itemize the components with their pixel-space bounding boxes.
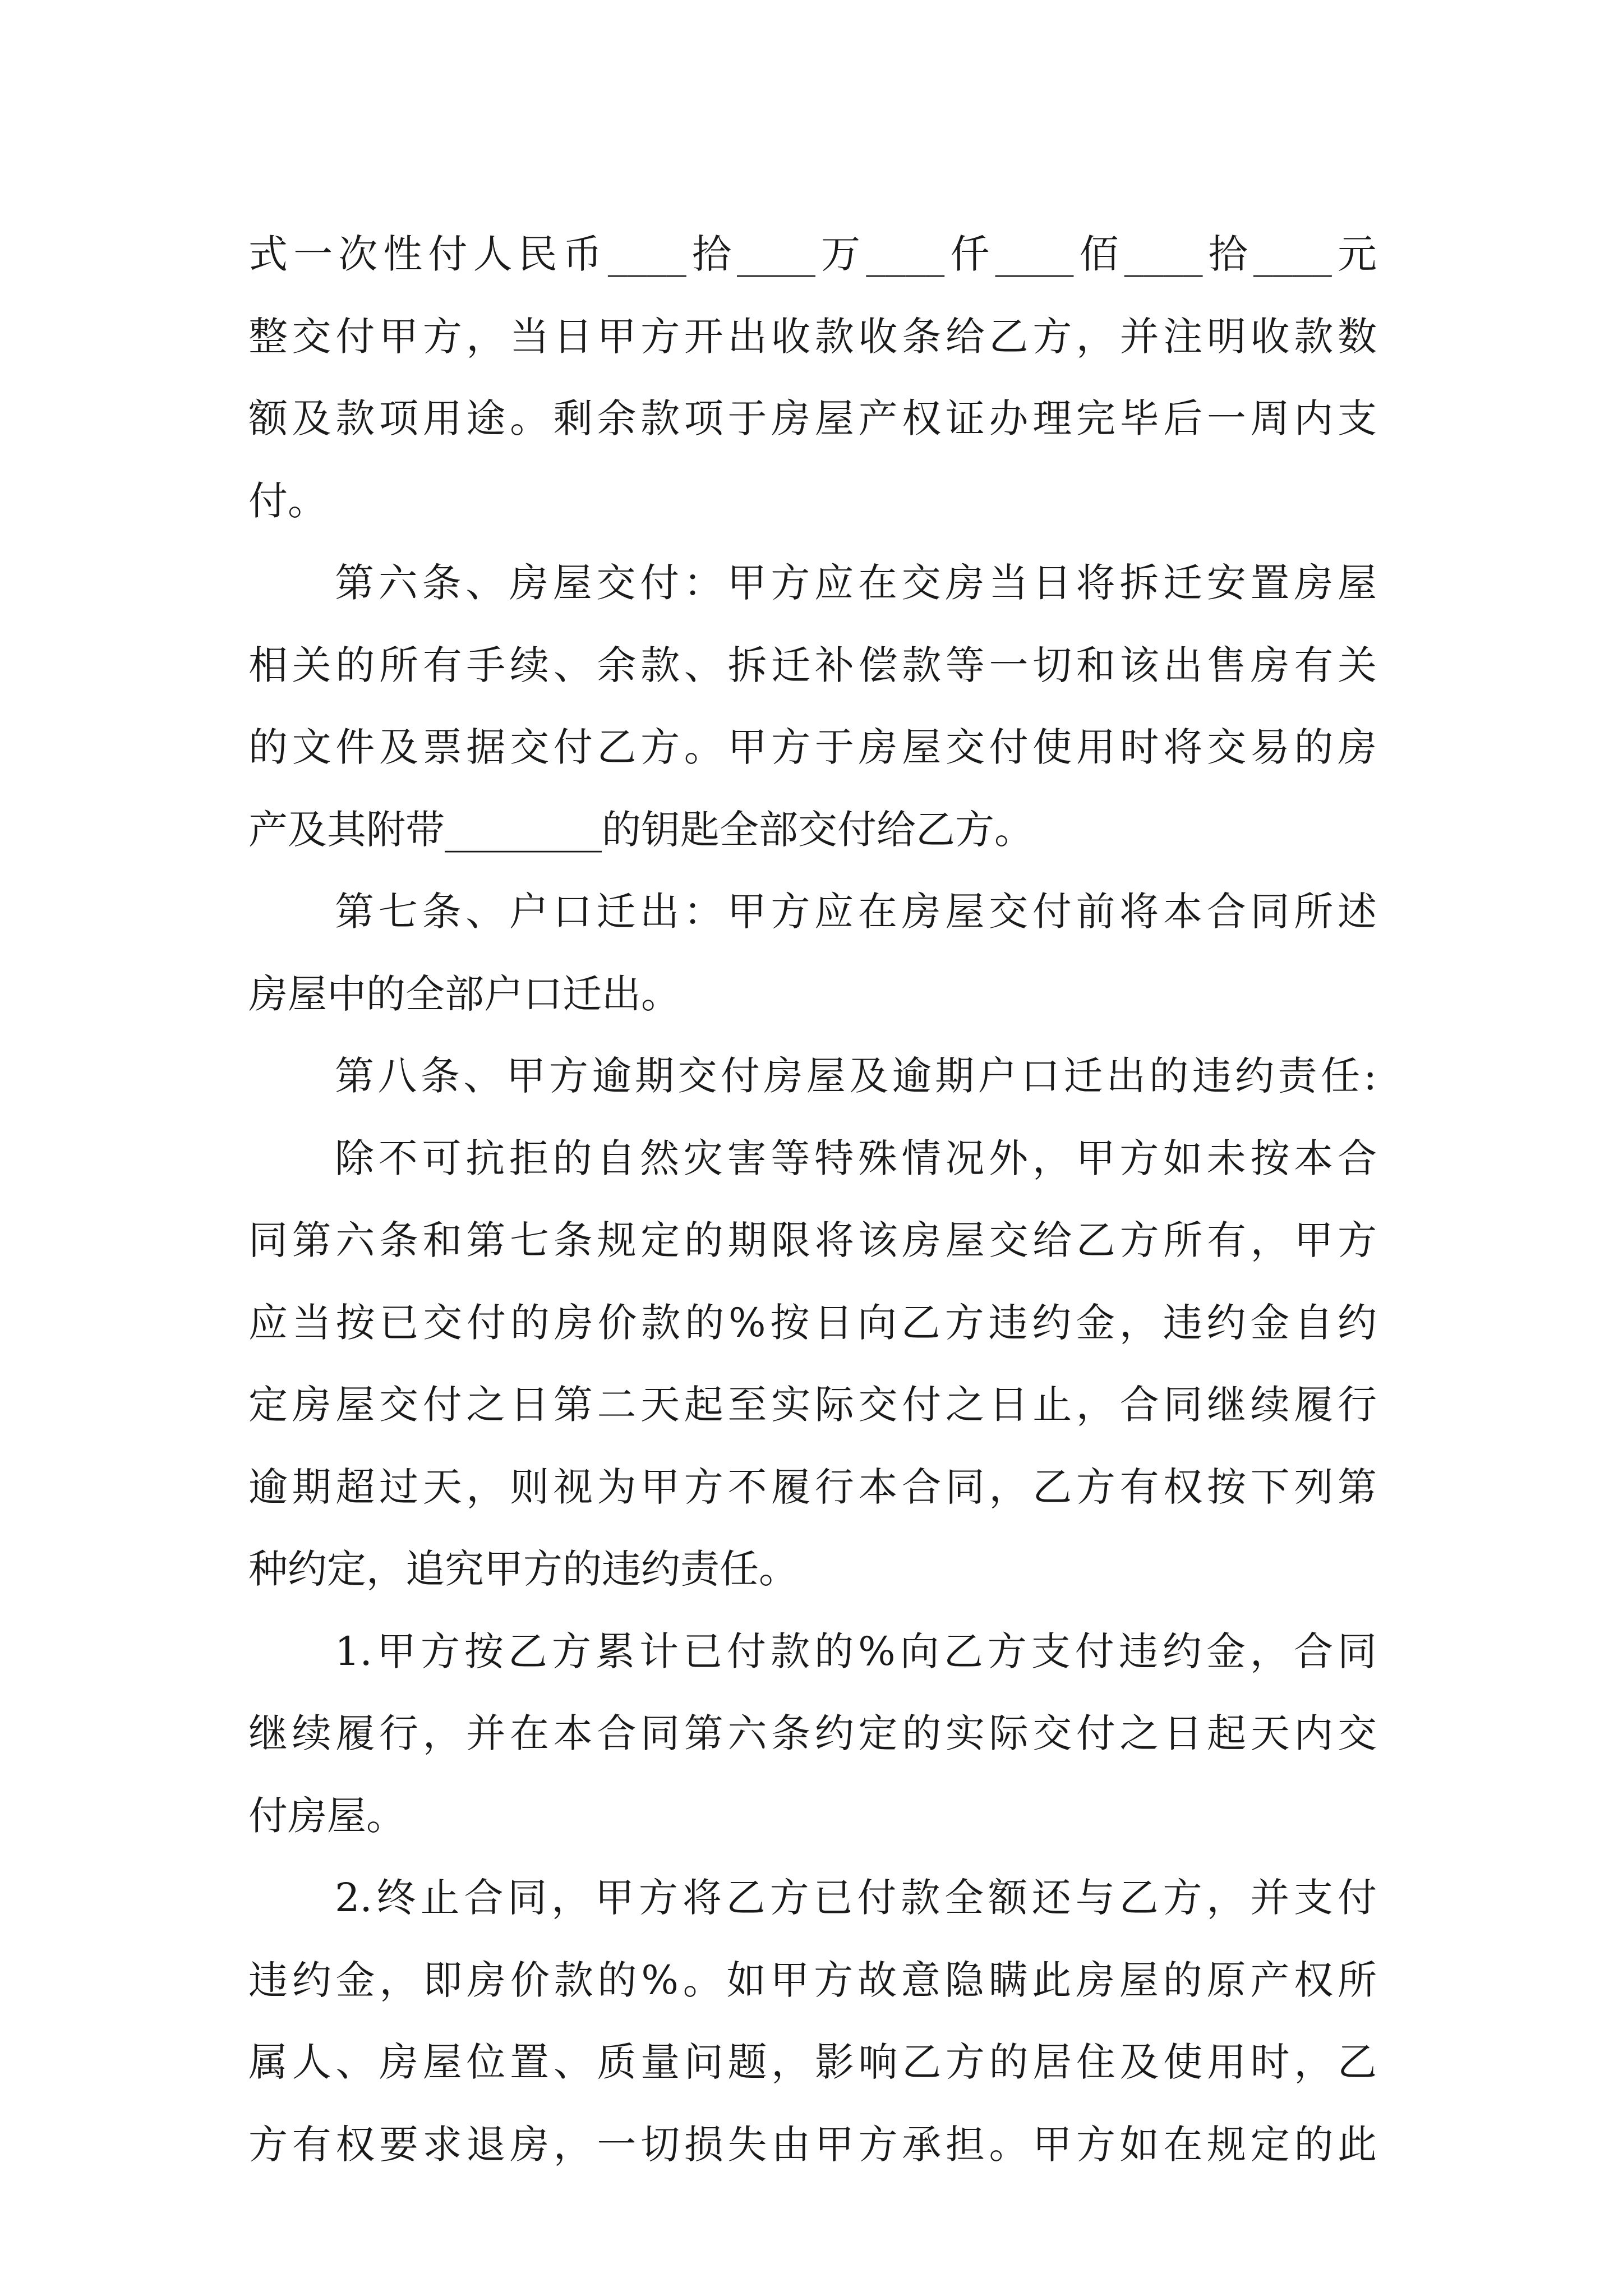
text-line: 式一次性付人民币____拾____万____仟____佰____拾____元	[248, 231, 1377, 277]
text-line: 违约金，即房价款的%。如甲方故意隐瞒此房屋的原产权所	[248, 1957, 1377, 2003]
text-line: 方有权要求退房，一切损失由甲方承担。甲方如在规定的此	[248, 2121, 1377, 2168]
text-line: 除不可抗拒的自然灾害等特殊情况外，甲方如未按本合	[335, 1135, 1377, 1181]
text-line: 产及其附带________的钥匙全部交付给乙方。	[248, 806, 1034, 853]
text-line: 定房屋交付之日第二天起至实际交付之日止，合同继续履行	[248, 1382, 1377, 1428]
text-line: 属人、房屋位置、质量问题，影响乙方的居住及使用时，乙	[248, 2039, 1377, 2085]
text-line: 2.终止合同，甲方将乙方已付款全额还与乙方，并支付	[335, 1875, 1377, 1921]
text-line: 付。	[248, 477, 327, 524]
text-line: 逾期超过天，则视为甲方不履行本合同，乙方有权按下列第	[248, 1464, 1377, 1510]
text-line: 付房屋。	[248, 1792, 405, 1839]
text-line: 继续履行，并在本合同第六条约定的实际交付之日起天内交	[248, 1710, 1377, 1756]
text-line: 额及款项用途。剩余款项于房屋产权证办理完毕后一周内支	[248, 395, 1377, 441]
text-line: 整交付甲方，当日甲方开出收款收条给乙方，并注明收款数	[248, 313, 1377, 360]
text-line: 第六条、房屋交付：甲方应在交房当日将拆迁安置房屋	[335, 560, 1377, 606]
text-line: 应当按已交付的房价款的%按日向乙方违约金，违约金自约	[248, 1299, 1377, 1346]
text-line: 第八条、甲方逾期交付房屋及逾期户口迁出的违约责任:	[335, 1053, 1377, 1099]
text-line: 同第六条和第七条规定的期限将该房屋交给乙方所有，甲方	[248, 1217, 1377, 1263]
text-line: 房屋中的全部户口迁出。	[248, 970, 680, 1017]
text-line: 的文件及票据交付乙方。甲方于房屋交付使用时将交易的房	[248, 724, 1377, 770]
text-line: 种约定，追究甲方的违约责任。	[248, 1546, 798, 1592]
contract-body-text	[248, 213, 1377, 2185]
text-line: 第七条、户口迁出：甲方应在房屋交付前将本合同所述	[335, 889, 1377, 935]
text-line: 相关的所有手续、余款、拆迁补偿款等一切和该出售房有关	[248, 642, 1377, 688]
text-line: 1.甲方按乙方累计已付款的%向乙方支付违约金，合同	[335, 1628, 1377, 1674]
